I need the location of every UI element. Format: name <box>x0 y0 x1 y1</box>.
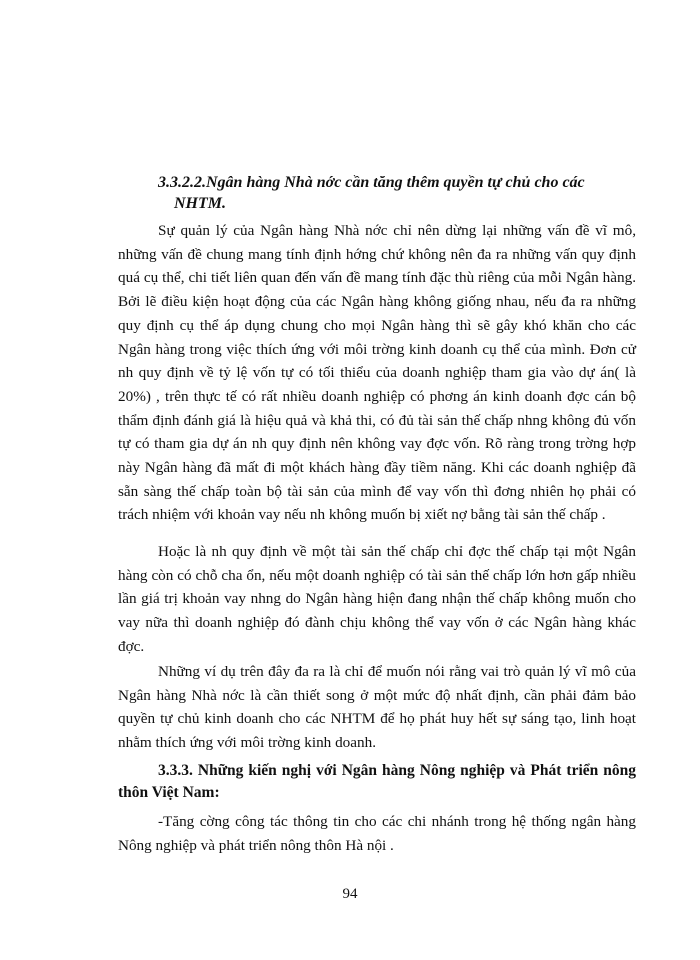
paragraph-3: Những ví dụ trên đây đa ra là chỉ để muốn nói rằng vai trò quản lý vĩ mô của Ngân hàng Nhà nớc là cần thiết song ở một mức độ nhất định, cần phải đảm bảo quyền tự chủ kinh doanh cho các NHTM để họ phát huy hết sự sáng tạo, linh hoạt nhằm thích ứng với môi trờng kinh doanh. <box>118 663 636 752</box>
paragraph-1: Sự quản lý của Ngân hàng Nhà nớc chỉ nên dừng lại những vấn đề vĩ mô, những vấn đề chung mang tính định hớng chứ không nên đa ra những vấn quy định quá cụ thể, chi tiết liên quan đến vấn đề mang tính đặc thù riêng của mỗi Ngân hàng. Bởi lẽ điều kiện hoạt động của các Ngân hàng không giống nhau, nếu đa ra những quy định cụ thể áp dụng chung cho mọi Ngân hàng thì sẽ gây khó khăn cho các Ngân hàng trong việc thích ứng với môi trờng kinh doanh cụ thể của mình. Đơn cử nh quy định về tỷ lệ vốn tự có tối thiểu của doanh nghiệp tham gia vào dự án( là 20%) , trên thực tế có rất nhiều doanh nghiệp có phơng án kinh doanh đợc cán bộ thẩm định đánh giá là hiệu quả và khả thi, có đủ tài sản thế chấp nhng không đủ vốn tự có tham gia dự án nh quy định nên không vay đợc vốn. Rõ ràng trong trờng hợp này Ngân hàng đã mất đi một khách hàng đầy tiềm năng. Khi các doanh nghiệp đã sẵn sàng thế chấp toàn bộ tài sản của mình để vay vốn thì đơng nhiên họ phải có trách nhiệm với khoản vay nếu nh không muốn bị xiết nợ bằng tài sản thế chấp . <box>118 222 636 524</box>
page-number: 94 <box>342 886 358 902</box>
section-heading-line-1: 3.3.2.2.Ngân hàng Nhà nớc cần tăng thêm quyền tự chủ cho các <box>158 174 585 191</box>
paragraph-4: -Tăng cờng công tác thông tin cho các chi nhánh trong hệ thống ngân hàng Nông nghiệp và phát triển nông thôn Hà nội . <box>118 813 636 854</box>
subsection-heading: 3.3.3. Những kiến nghị với Ngân hàng Nông nghiệp và Phát triển nông thôn Việt Nam: <box>118 762 636 801</box>
paragraph-2: Hoặc là nh quy định về một tài sản thế chấp chỉ đợc thế chấp tại một Ngân hàng còn có chỗ cha ổn, nếu một doanh nghiệp có tài sản thế chấp lớn hơn gấp nhiều lần giá trị khoản vay nhng do Ngân hàng hiện đang nhận thế chấp không muốn cho vay nữa thì doanh nghiệp đó đành chịu không thể vay vốn ở các Ngân hàng khác đợc. <box>118 543 636 655</box>
section-heading <box>158 172 636 214</box>
section-heading-line-2: NHTM. <box>174 195 226 212</box>
